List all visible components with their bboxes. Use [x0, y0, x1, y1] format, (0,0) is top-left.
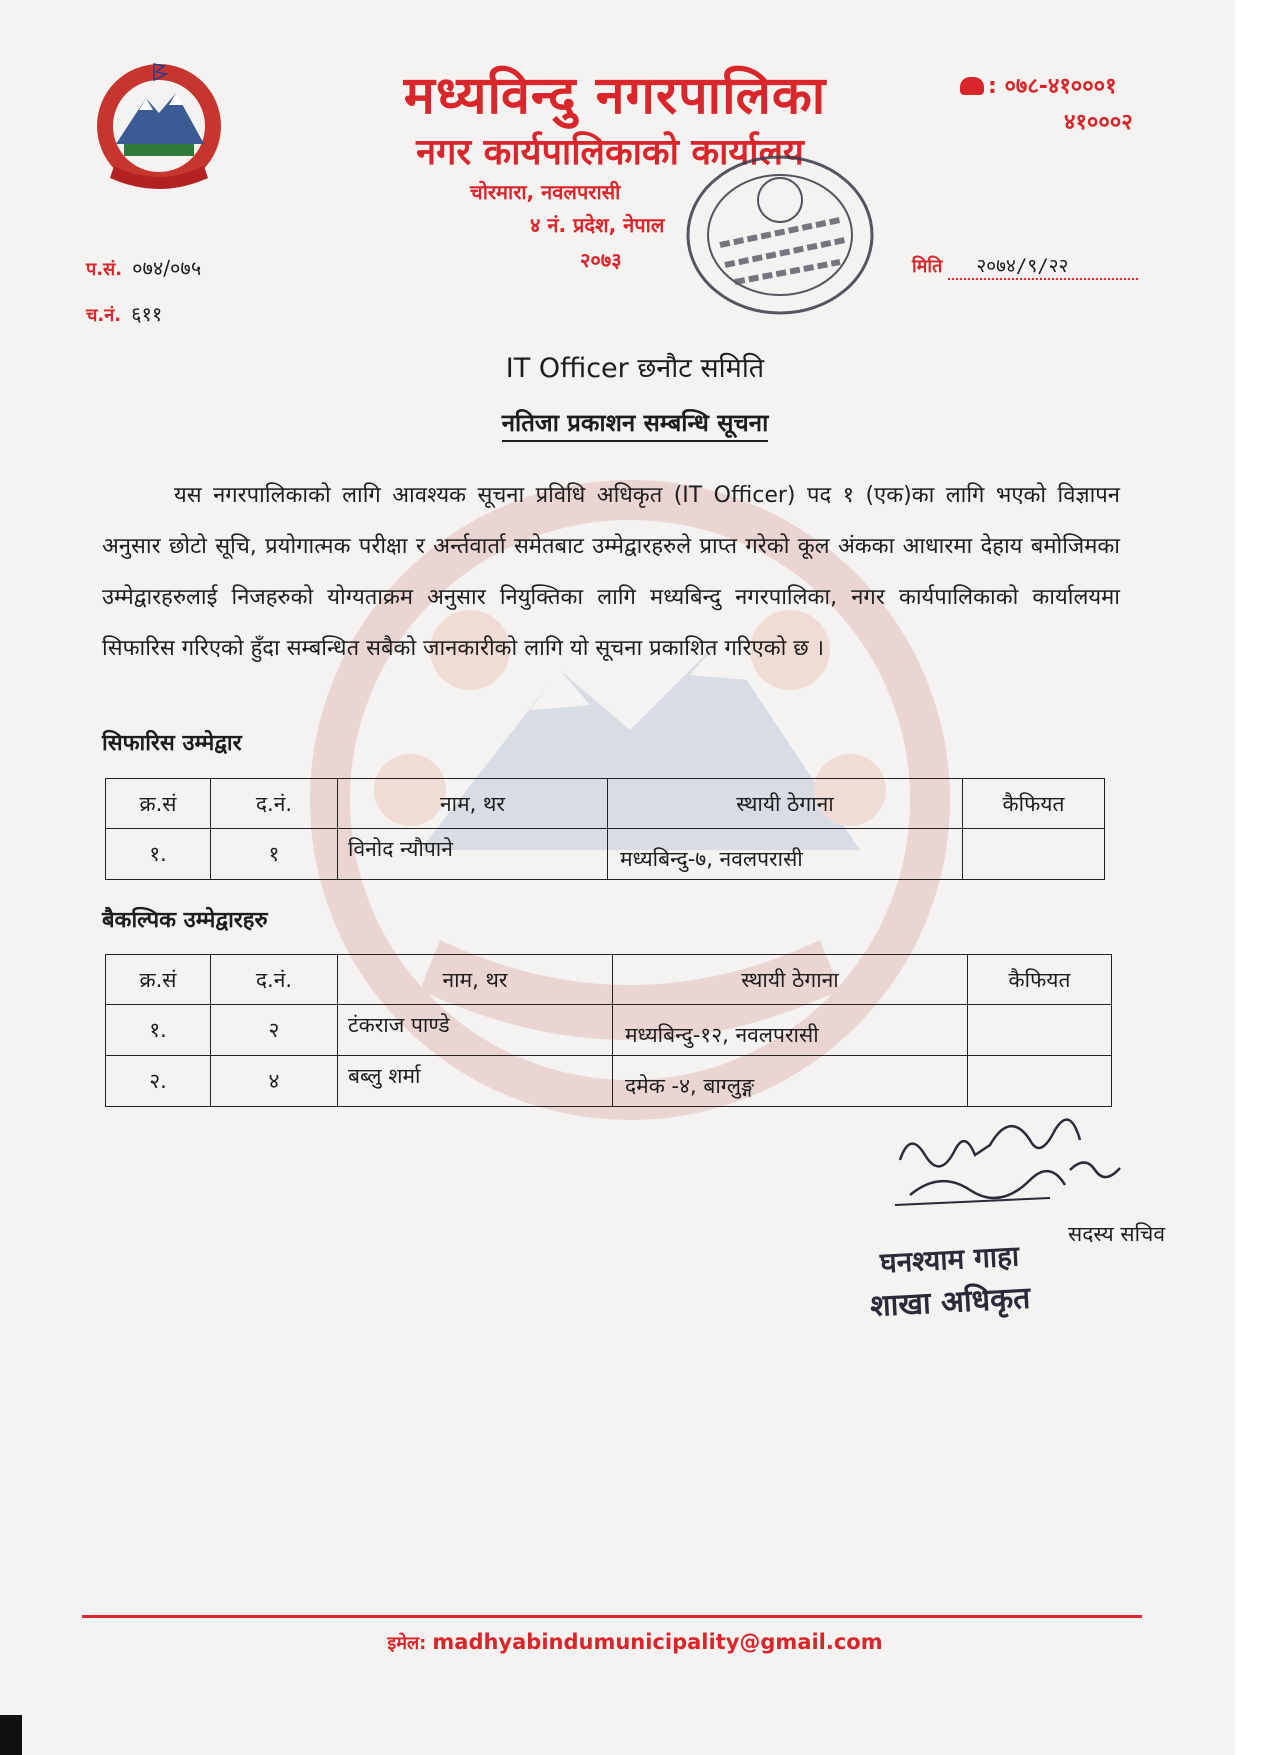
header-remarks: कैफियत: [968, 955, 1112, 1005]
cell-name: बब्लु शर्मा: [338, 1056, 613, 1107]
cell-remarks: [968, 1056, 1112, 1107]
table-row: [106, 1005, 1112, 1056]
committee-title: IT Officer छनौट समिति: [505, 353, 765, 384]
letter-reference: [86, 254, 201, 281]
cell-sn: १.: [106, 1005, 211, 1056]
table-row: [106, 829, 1105, 880]
cell-sn: १.: [106, 829, 211, 880]
header-name: नाम, थर: [338, 779, 608, 829]
municipality-name: मध्यविन्दु नगरपालिका: [403, 66, 827, 126]
cell-address: मध्यबिन्दु-७, नवलपरासी: [608, 829, 963, 880]
cell-roll: ४: [211, 1056, 338, 1107]
table-header-row: [106, 955, 1112, 1005]
email-address[interactable]: madhyabindumunicipality@gmail.com: [432, 1630, 883, 1654]
page-corner: [0, 1715, 22, 1755]
ps-label: प.सं.: [86, 259, 123, 280]
established-year: २०७३: [580, 248, 622, 272]
header-sn: क्र.सं: [106, 779, 211, 829]
date-value: २०७४/९/२२: [948, 252, 1138, 280]
handwritten-signature: [880, 1100, 1130, 1220]
cell-address: दमेक -४, बाग्लुङ्ग: [613, 1056, 968, 1107]
header-roll: द.नं.: [211, 779, 338, 829]
date-label: मिति: [912, 256, 943, 277]
header-name: नाम, थर: [338, 955, 613, 1005]
header-address: स्थायी ठेगाना: [613, 955, 968, 1005]
header-roll: द.नं.: [211, 955, 338, 1005]
phone-number-1: [960, 70, 1117, 100]
notice-paragraph: यस नगरपालिकाको लागि आवश्यक सूचना प्रविधि अधिकृत (IT Officer) पद १ (एक)का लागि भएको विज्ञापन अनुसार छोटो सूचि, प्रयोगात्मक परीक्षा र अर्न्तवार्ता समेतबाट उम्मेद्वारहरुले प्राप्त गरेको कूल अंकका आधारमा देहाय बमोजिमका उम्मेद्वारहरुलाई निजहरुको योग्यताक्रम अनुसार नियुक्तिका लागि मध्यबिन्दु नगरपालिका, नगर कार्यपालिकाको कार्यालयमा सिफारिस गरिएको हुँदा सम्बन्धित सबैको जानकारीको लागि यो सूचना प्रकाशित गरिएको छ ।: [102, 483, 1120, 661]
dispatch-number: [86, 300, 162, 327]
header-address: स्थायी ठेगाना: [608, 779, 963, 829]
alternate-section-title: बैकल्पिक उम्मेद्वारहरु: [102, 908, 268, 933]
header-sn: क्र.सं: [106, 955, 211, 1005]
table-header-row: [106, 779, 1105, 829]
cn-label: च.नं.: [86, 305, 122, 326]
address-line-2: ४ नं. प्रदेश, नेपाल: [530, 213, 665, 237]
notice-title: [300, 406, 970, 439]
email-label: इमेल:: [387, 1633, 427, 1654]
cell-roll: १: [211, 829, 338, 880]
cell-name: टंकराज पाण्डे: [338, 1005, 613, 1056]
signatory-post: शाखा अधिकृत: [869, 1280, 1032, 1325]
cell-sn: २.: [106, 1056, 211, 1107]
notice-title-text: नतिजा प्रकाशन सम्बन्धि सूचना: [502, 409, 769, 442]
office-name: नगर कार्यपालिकाको कार्यालय: [416, 132, 804, 173]
recommended-section-title: सिफारिस उम्मेद्वार: [102, 731, 242, 756]
header-remarks: कैफियत: [963, 779, 1105, 829]
ps-value: ०७४/०७५: [132, 256, 202, 280]
telephone-icon: [960, 77, 984, 95]
signatory-name: घनश्याम गाहा: [879, 1239, 1020, 1280]
alternate-table: [105, 954, 1112, 1107]
address-line-1: चोरमारा, नवलपरासी: [470, 180, 621, 204]
recommended-table: [105, 778, 1105, 880]
cell-remarks: [963, 829, 1105, 880]
signatory-role: सदस्य सचिव: [1068, 1222, 1166, 1246]
official-seal-stamp: [680, 150, 880, 320]
footer-email: [300, 1630, 970, 1655]
page-edge: [1235, 0, 1275, 1755]
cell-roll: २: [211, 1005, 338, 1056]
phone-number-2: ४१०००२: [1064, 110, 1133, 135]
cell-address: मध्यबिन्दु-१२, नवलपरासी: [613, 1005, 968, 1056]
phone-1-text: : ०७८-४१०००१: [988, 74, 1117, 99]
date-field: [912, 252, 1138, 280]
nepal-emblem-icon: [84, 58, 234, 194]
table-row: [106, 1056, 1112, 1107]
footer-divider: [82, 1615, 1142, 1618]
cn-value: ६११: [131, 302, 163, 326]
cell-remarks: [968, 1005, 1112, 1056]
cell-name: विनोद न्यौपाने: [338, 829, 608, 880]
